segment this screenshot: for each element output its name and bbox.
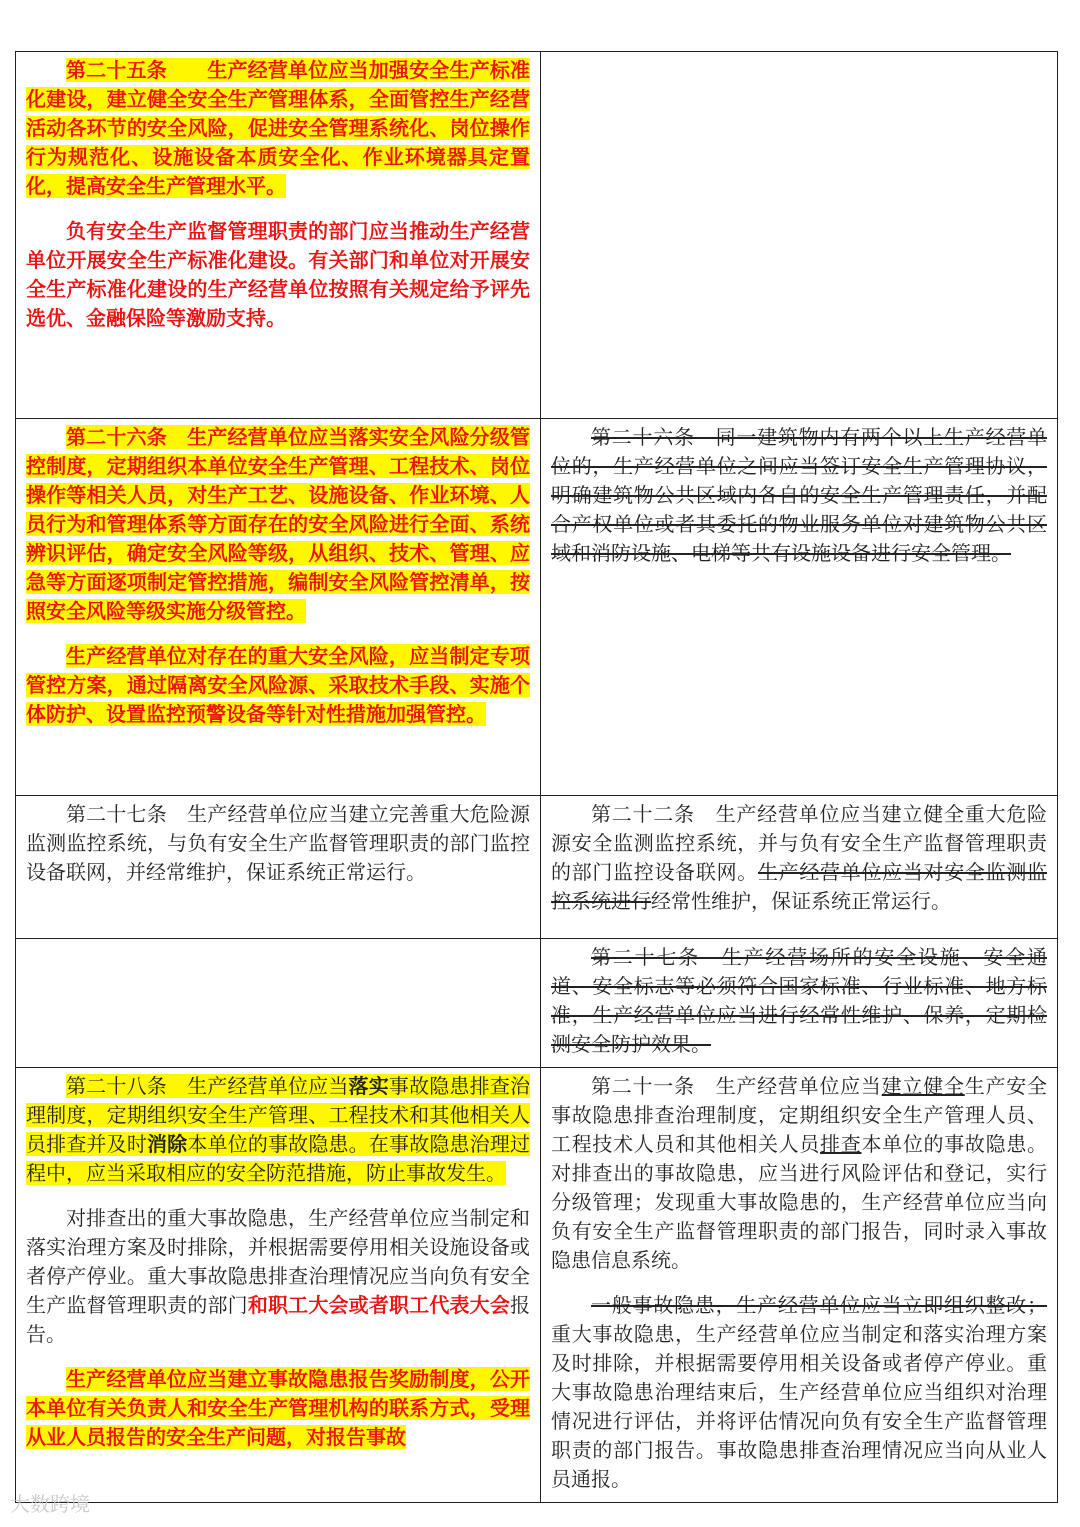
text-run: 排查	[820, 1132, 862, 1156]
text-run: 第二十五条 生产经营单位应当加强安全生产标准化建设，建立健全安全生产管理体系，全面管控生产经营活动各环节的安全风险，促进安全管理系统化、岗位操作行为规范化、设施设备本质安全化、作业环境器具定置化，提高安全生产管理水平。	[26, 58, 530, 198]
text-run: 和职工大会或者职工代表大会	[247, 1293, 511, 1317]
paragraph	[26, 800, 530, 887]
text-run: 生产经营单位应当建立事故隐患报告奖励制度，公开本单位有关负责人和安全生产管理机构的联系方式，受理从业人员报告的安全生产问题，对报告事故	[26, 1367, 530, 1449]
text-run: 第二十八条 生产经营单位应当	[66, 1074, 349, 1098]
old-text-cell	[541, 419, 1058, 796]
paragraph	[551, 800, 1047, 916]
old-text-cell	[541, 796, 1058, 939]
table-row	[16, 796, 1058, 939]
comparison-table	[15, 51, 1058, 1503]
text-run: 本单位的事故隐患。对排查出的事故隐患，应当进行风险评估和登记，实行分级管理；发现重大事故隐患的，生产经营单位应当向负有安全生产监督管理职责的部门报告，同时录入事故隐患信息系统。	[551, 1132, 1048, 1272]
paragraph	[26, 1365, 530, 1452]
text-run: 经常性维护，保证系统正常运行。	[651, 889, 951, 913]
text-run: 一般事故隐患，生产经营单位应当立即组织整改；	[591, 1293, 1047, 1317]
table-row	[16, 52, 1058, 419]
old-text-cell	[541, 52, 1058, 419]
text-run: 负有安全生产监督管理职责的部门应当推动生产经营单位开展安全生产标准化建设。有关部门和单位对开展安全生产标准化建设的生产经营单位按照有关规定给予评先选优、金融保险等激励支持。	[26, 219, 530, 330]
new-text-cell	[16, 1068, 541, 1503]
table-row	[16, 1068, 1058, 1503]
paragraph	[551, 1072, 1047, 1275]
text-run: 生产经营单位应当对安全监测监控系统进行	[551, 860, 1048, 913]
text-run: 生产经营单位对存在的重大安全风险，应当制定专项管控方案，通过隔离安全风险源、采取技术手段、实施个体防护、设置监控预警设备等针对性措施加强管控。	[26, 644, 530, 726]
new-text-cell	[16, 52, 541, 419]
text-run: 本单位的事故隐患。在事故隐患治理过程中，应当采取相应的安全防范措施，防止事故发生。	[26, 1132, 531, 1185]
text-run: 第二十六条 生产经营单位应当落实安全风险分级管控制度，定期组织本单位安全生产管理、工程技术、岗位操作等相关人员，对生产工艺、设施设备、作业环境、人员行为和管理体系等方面存在的安全风险进行全面、系统辨识评估，确定安全风险等级，从组织、技术、管理、应急等方面逐项制定管控措施，编制安全风险管控清单，按照安全风险等级实施分级管控。	[26, 425, 530, 623]
table-row	[16, 939, 1058, 1068]
text-run: 生产安全事故隐患排查治理制度，定期组织安全生产管理人员、工程技术人员和其他相关人员	[551, 1074, 1048, 1156]
text-run: 对排查出的重大事故隐患，生产经营单位应当制定和落实治理方案及时排除，并根据需要停用相关设施设备或者停产停业。重大事故隐患排查治理情况应当向负有安全生产监督管理职责的部门	[26, 1206, 530, 1317]
paragraph	[26, 642, 530, 729]
old-text-cell	[541, 939, 1058, 1068]
text-run: 重大事故隐患，生产经营单位应当制定和落实治理方案及时排除，并根据需要停用相关设备或者停产停业。重大事故隐患治理结束后，生产经营单位应当组织对治理情况进行评估，并将评估情况向负有安全生产监督管理职责的部门报告。事故隐患排查治理情况应当向从业人员通报。	[551, 1322, 1047, 1491]
old-text-cell	[541, 1068, 1058, 1503]
paragraph	[26, 56, 530, 201]
new-text-cell	[16, 796, 541, 939]
paragraph	[26, 423, 530, 626]
text-run: 第二十六条 同一建筑物内有两个以上生产经营单位的，生产经营单位之间应当签订安全生产管理协议，明确建筑物公共区域内各自的安全生产管理责任，并配合产权单位或者其委托的物业服务单位对建筑物公共区域和消防设施、电梯等共有设施设备进行安全管理。	[551, 425, 1047, 565]
watermark-text: 大数跨境	[10, 1492, 90, 1516]
text-run: 建立健全	[881, 1074, 965, 1098]
text-run: 落实	[348, 1074, 389, 1098]
text-run: 第二十一条 生产经营单位应当	[591, 1074, 882, 1098]
text-run: 第二十七条 生产经营单位应当建立完善重大危险源监测监控系统，与负有安全生产监督管理职责的部门监控设备联网，并经常维护，保证系统正常运行。	[26, 802, 530, 884]
new-text-cell	[16, 939, 541, 1068]
text-run: 消除	[147, 1132, 188, 1156]
table-row	[16, 419, 1058, 796]
text-run: 报告。	[26, 1293, 531, 1346]
text-run: 第二十二条 生产经营单位应当建立健全重大危险源安全监测监控系统，并与负有安全生产监督管理职责的部门监控设备联网。	[551, 802, 1047, 884]
paragraph	[26, 1204, 530, 1349]
paragraph	[26, 217, 530, 333]
watermark-logo	[10, 1488, 90, 1517]
new-text-cell	[16, 419, 541, 796]
text-run: 事故隐患排查治理制度，定期组织安全生产管理、工程技术和其他相关人员排查并及时	[26, 1074, 531, 1156]
paragraph	[26, 1072, 530, 1188]
paragraph	[551, 1291, 1047, 1494]
paragraph	[551, 943, 1047, 1059]
paragraph	[551, 423, 1047, 568]
text-run: 第二十七条 生产经营场所的安全设施、安全通道、安全标志等必须符合国家标准、行业标准、地方标准，生产经营单位应当进行经常性维护、保养，定期检测安全防护效果。	[551, 945, 1047, 1056]
